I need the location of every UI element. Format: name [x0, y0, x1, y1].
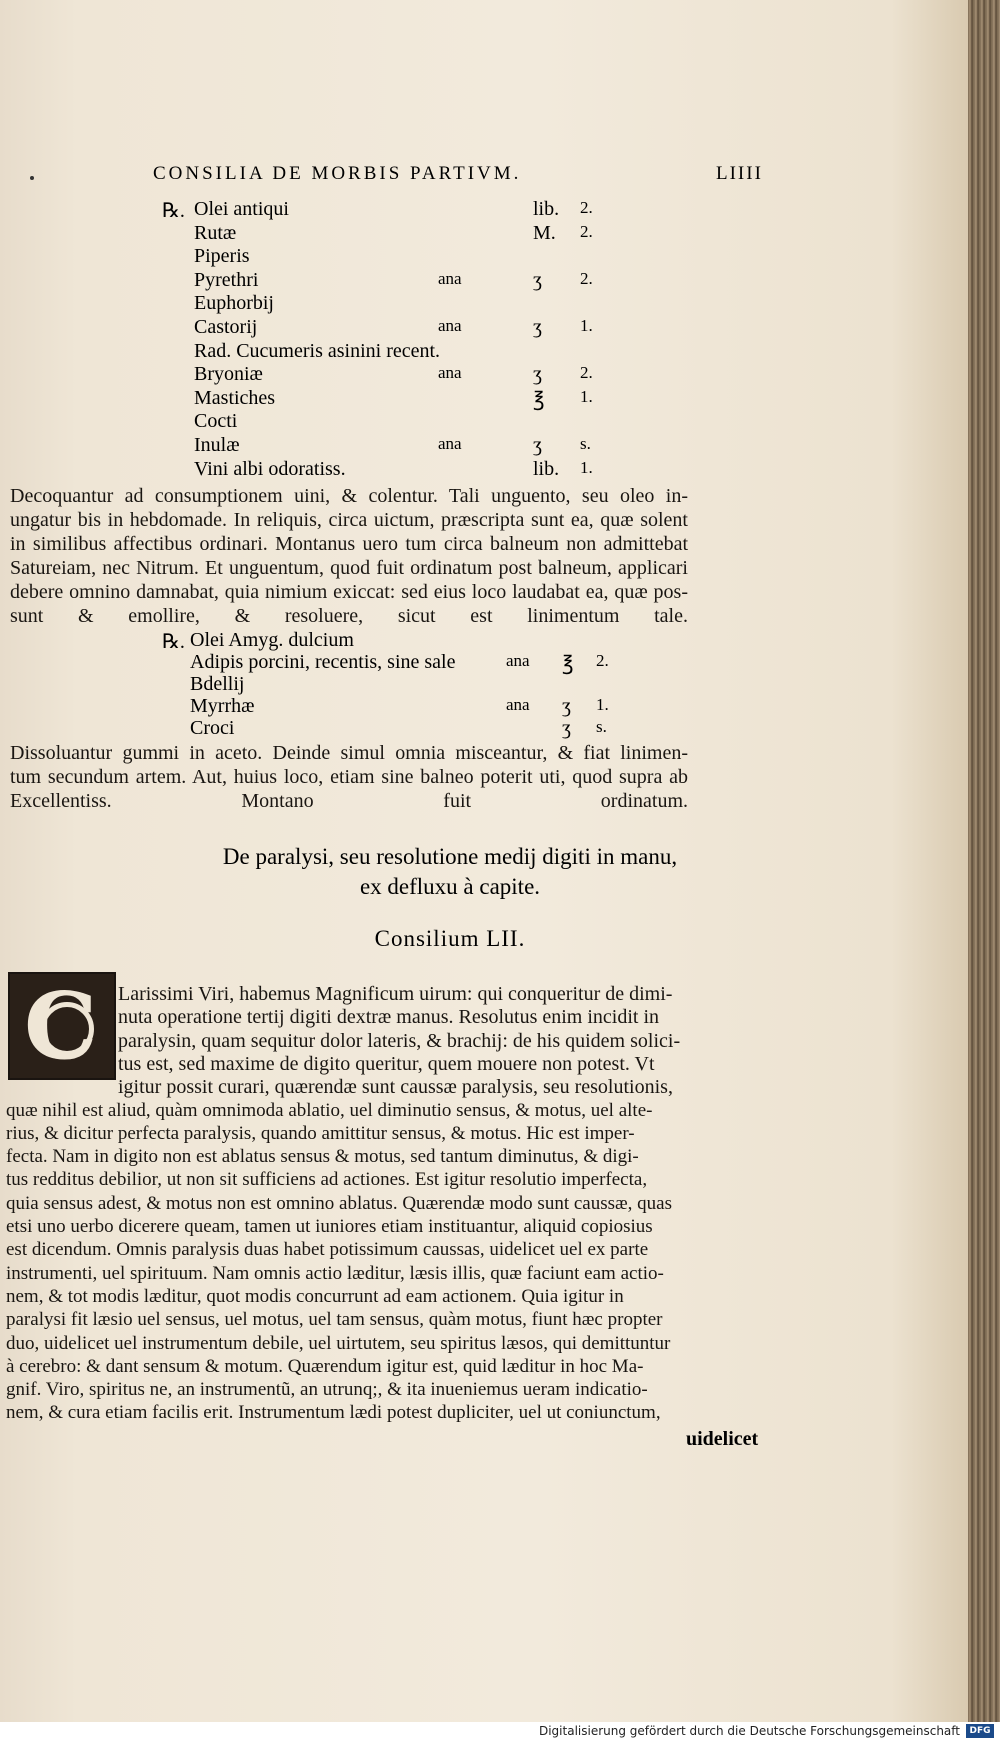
- recipe-ingredient: Vini albi odoratiss.: [194, 457, 346, 480]
- recipe-ingredient: Cocti: [194, 410, 238, 433]
- recipe-ingredient: Myrrhæ: [190, 695, 255, 717]
- paragraph-2: [10, 741, 688, 813]
- folio-number: LIIII: [716, 163, 763, 184]
- recipe-row: [0, 245, 700, 269]
- recipe-ingredient: Olei Amyg. dulcium: [190, 629, 354, 651]
- recipe-unit: ʒ: [533, 363, 542, 386]
- body-line: fecta. Nam in digito non est ablatus sensus & motus, sed tantum diminutus, & digi-: [6, 1146, 639, 1168]
- body-line: duo, uidelicet uel instrumentum debile, uel uirtutem, seu spiritus læsos, qui demittuntur: [6, 1332, 671, 1354]
- recipe-quantity: 2.: [580, 221, 593, 241]
- recipe-row: [0, 316, 700, 340]
- text-line: Decoquantur ad consumptionem uini, & colentur. Tali unguento, seu oleo in-: [10, 485, 688, 507]
- section-heading: [110, 842, 790, 902]
- recipe-quantity: 2.: [580, 363, 593, 383]
- recipe-ingredient: Rad. Cucumeris asinini recent.: [194, 339, 441, 362]
- text-line: Excellentiss. Montano fuit ordinatum.: [10, 790, 688, 812]
- recipe-ana: ana: [438, 434, 462, 453]
- recipe-quantity: 2.: [580, 268, 593, 288]
- recipe-ana: ana: [438, 268, 462, 288]
- consilium-title: Consilium LII.: [374, 926, 526, 951]
- running-head: CONSILIA DE MORBIS PARTIVM.: [153, 163, 522, 184]
- decorated-initial: [8, 972, 116, 1080]
- text-line: debere omnino damnabat, quia nimium exiccat: sed eius loco laudabat ea, quæ pos-: [10, 581, 688, 603]
- recipe-unit: lib.: [533, 457, 560, 480]
- recipe-quantity: 2.: [580, 198, 593, 217]
- recipe-unit: M.: [533, 221, 556, 244]
- text-line: in similibus affectibus ordinari. Montanus uero tum circa balneum non admittebat: [10, 533, 688, 555]
- recipe-ingredient: Inulæ: [194, 434, 240, 456]
- page-edge: [968, 0, 1000, 1742]
- text-line: tum secundum artem. Aut, huius loco, etiam sine balneo poterit uti, quod supra ab: [10, 766, 688, 788]
- recipe-unit: ʒ: [562, 695, 571, 717]
- recipe-unit: ʒ: [562, 717, 571, 739]
- recipe-ingredient: Croci: [190, 717, 235, 739]
- body-line: tus est, sed maxime de digito queritur, quem mouere non potest. Vt: [118, 1052, 655, 1075]
- recipe-ingredient: Castorij: [194, 316, 258, 338]
- recipe-row: [0, 717, 700, 741]
- body-line: paralysin, quam sequitur dolor lateris, & brachij: de his quidem solici-: [118, 1029, 681, 1052]
- recipe-symbol: ℞.: [162, 200, 185, 222]
- text-line: Dissoluantur gummi in aceto. Deinde simul omnia misceantur, & fiat linimen-: [10, 742, 688, 764]
- recipe-quantity: 1.: [580, 316, 593, 335]
- body-line: instrumenti, uel spirituum. Nam omnis actio læditur, læsis illis, quæ faciunt eam actio-: [6, 1262, 664, 1284]
- recipe-ana: ana: [506, 695, 530, 714]
- recipe-row: [0, 629, 700, 653]
- recipe-ingredient: Adipis porcini, recentis, sine sale: [190, 651, 456, 673]
- section-heading-line-2: ex defluxu à capite.: [359, 874, 541, 899]
- text-line: ungatur bis in hebdomade. In reliquis, circa uictum, præscripta sunt ea, quæ solent: [10, 509, 688, 531]
- recipe-unit: ʒ: [533, 268, 542, 291]
- recipe-quantity: 1.: [580, 457, 593, 477]
- recipe-row: [0, 673, 700, 697]
- recipe-quantity: 1.: [596, 695, 609, 714]
- recipe-row: [0, 292, 700, 316]
- recipe-row: [0, 458, 700, 482]
- recipe-row: [0, 651, 700, 675]
- recipe-quantity: s.: [596, 717, 607, 736]
- body-line: igitur possit curari, quærendæ sunt caussæ paralysis, seu resolutionis,: [118, 1076, 673, 1099]
- recipe-ana: ana: [506, 651, 530, 670]
- footer-credit: Digitalisierung gefördert durch die Deutsche Forschungsgemeinschaft: [538, 1724, 960, 1738]
- recipe-ingredient: Rutæ: [194, 221, 237, 244]
- recipe-ana: ana: [438, 363, 462, 383]
- recipe-row: [0, 410, 700, 434]
- recipe-ana: ana: [438, 316, 462, 335]
- recipe-unit: ʒ: [533, 316, 542, 338]
- text-line: sunt & emollire, & resoluere, sicut est linimentum tale.: [10, 605, 688, 627]
- recipe-ingredient: Bdellij: [190, 673, 245, 695]
- recipe-ingredient: Pyrethri: [194, 268, 259, 291]
- recipe-row: [0, 434, 700, 458]
- recipe-row: [0, 340, 700, 364]
- body-line: rius, & dicitur perfecta paralysis, quando amittitur sensus, & motus. Hic est imper-: [6, 1122, 635, 1144]
- recipe-symbol: ℞.: [162, 631, 185, 653]
- recipe-ingredient: Mastiches: [194, 386, 276, 409]
- body-line: Larissimi Viri, habemus Magnificum uirum: qui conqueritur de dimi-: [118, 983, 673, 1005]
- initial-letter: C: [24, 972, 98, 1080]
- recipe-row: [0, 387, 700, 411]
- text-line: Satureiam, nec Nitrum. Et unguentum, quod fuit ordinatum post balneum, applicari: [10, 557, 688, 579]
- body-line: nuta operatione tertij digiti dextræ manus. Resolutus enim incidit in: [118, 1006, 660, 1029]
- body-line: nem, & tot modis læditur, quot modis concurrunt ad eam actionem. Quia igitur in: [6, 1285, 624, 1307]
- body-line: gnif. Viro, spiritus ne, an instrumentũ, an utrunq;, & ita inueniemus ueram indicatio-: [6, 1379, 648, 1401]
- recipe-unit: lib.: [533, 198, 560, 220]
- body-line: à cerebro: & dant sensum & motum. Quærendum igitur est, quid læditur in hoc Ma-: [6, 1355, 644, 1377]
- recipe-quantity: 1.: [580, 386, 593, 406]
- recipe-unit: ℥: [562, 653, 574, 675]
- recipe-unit: ℥: [533, 388, 545, 411]
- section-heading-line-1: De paralysi, seu resolutione medij digiti in manu,: [222, 844, 678, 869]
- dfg-logo: DFG: [966, 1724, 994, 1738]
- recipe-row: [0, 269, 700, 293]
- body-line: quia sensus adest, & motus non est omnino ablatus. Quærendæ modo sunt caussæ, quas: [6, 1192, 673, 1214]
- recipe-ingredient: Bryoniæ: [194, 363, 263, 386]
- body-line: nem, & cura etiam facilis erit. Instrumentum lædi potest dupliciter, uel ut coniunctum,: [6, 1402, 661, 1424]
- body-line: quæ nihil est aliud, quàm omnimoda ablatio, uel diminutio sensus, & motus, uel alte-: [6, 1099, 653, 1121]
- recipe-unit: ʒ: [533, 434, 542, 456]
- recipe-ingredient: Euphorbij: [194, 292, 274, 315]
- body-line: paralysi fit læsio uel sensus, uel motus, uel tam sensus, quàm motus, fiunt hæc propter: [6, 1309, 663, 1331]
- recipe-row: [0, 222, 700, 246]
- recipe-row: [0, 363, 700, 387]
- body-line: etsi uno uerbo dicerere queam, tamen ut iuniores etiam instituantur, aliquid copiosius: [6, 1216, 653, 1237]
- paragraph-1: [10, 484, 688, 628]
- recipe-quantity: 2.: [596, 651, 609, 670]
- recipe-row: [0, 695, 700, 719]
- recipe-ingredient: Piperis: [194, 245, 250, 268]
- body-line: est dicendum. Omnis paralysis duas habet potissimum caussas, uidelicet uel ex parte: [6, 1239, 649, 1261]
- recipe-ingredient: Olei antiqui: [194, 198, 289, 220]
- recipe-row: [0, 198, 700, 222]
- body-line: tus redditus debilior, ut non sit sufficiens ad actiones. Est igitur resolutio imperfecta,: [6, 1169, 648, 1191]
- recipe-quantity: s.: [580, 434, 591, 453]
- catchword: uidelicet: [686, 1428, 759, 1450]
- margin-dot: [30, 176, 34, 180]
